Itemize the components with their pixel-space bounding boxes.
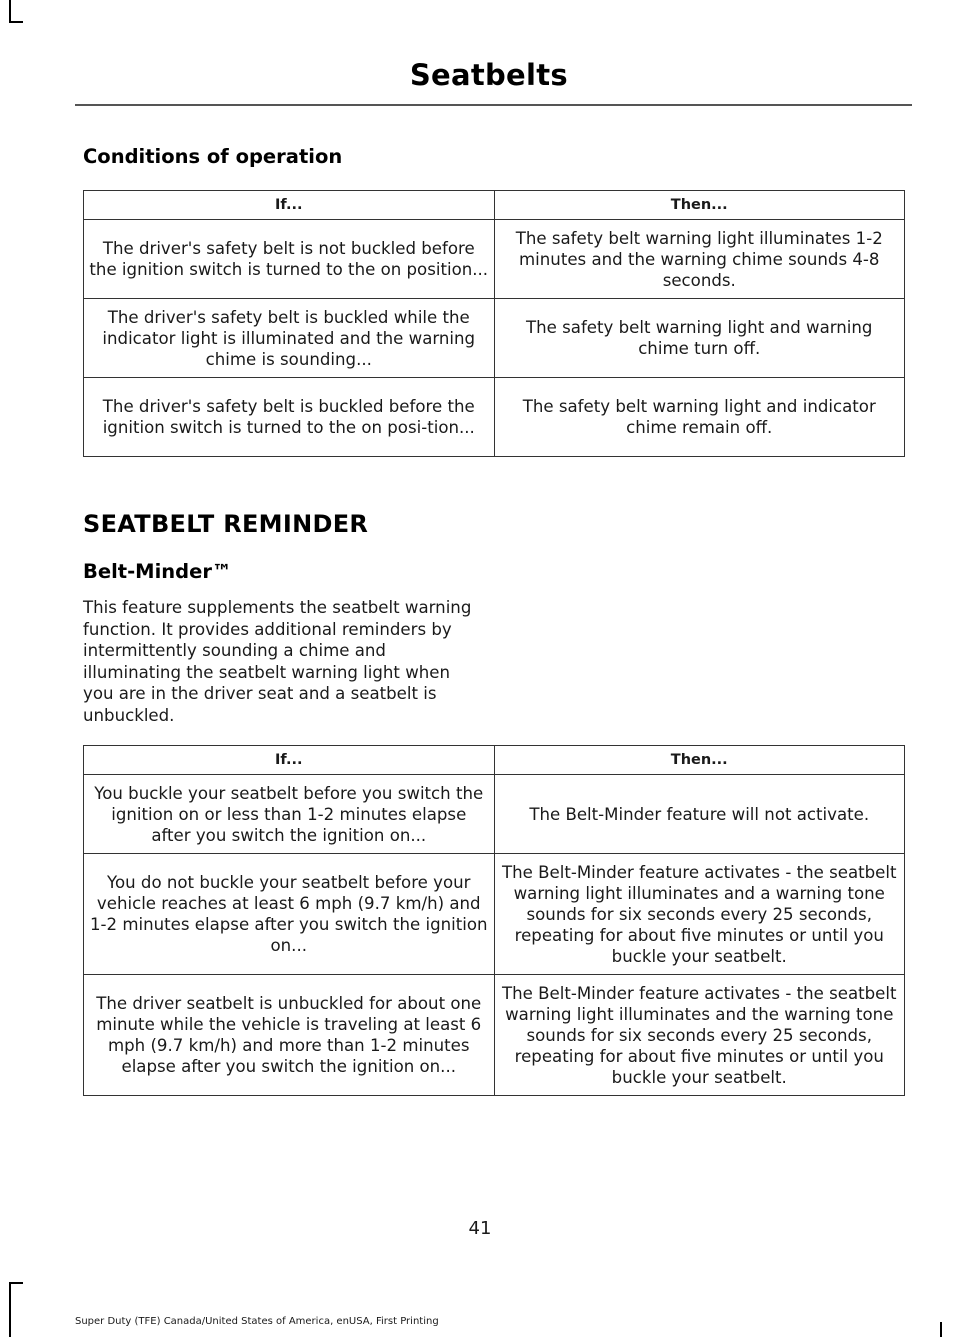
crop-mark-bottom-left-vertical: [9, 1282, 11, 1337]
crop-mark-top-left-vertical: [9, 0, 11, 23]
table-row: [84, 378, 905, 457]
table-cell-then: The Belt-Minder feature will not activate.: [494, 775, 905, 854]
table-row: [84, 854, 905, 975]
page-title: Seatbelts: [409, 58, 568, 92]
header-divider: [75, 104, 912, 106]
section-heading-seatbelt-reminder: SEATBELT REMINDER: [83, 510, 369, 538]
crop-mark-bottom-right-vertical: [940, 1322, 942, 1337]
column-header-if: If...: [84, 191, 495, 220]
footer-text: Super Duty (TFE) Canada/United States of America, enUSA, First Printing: [75, 1316, 439, 1327]
table-cell-then: The safety belt warning light and warning chime turn off.: [494, 299, 905, 378]
column-header-then: Then...: [494, 191, 905, 220]
belt-minder-table: [83, 745, 905, 1096]
table-cell-if: The driver seatbelt is unbuckled for about one minute while the vehicle is traveling at least 6 mph (9.7 km/h) and more than 1-2 minutes elapse after you switch the ignition on...: [84, 975, 495, 1096]
table-cell-if: The driver's safety belt is not buckled before the ignition switch is turned to the on position...: [84, 220, 495, 299]
subheading-belt-minder: Belt-Minder™: [83, 560, 232, 583]
belt-minder-description: This feature supplements the seatbelt warning function. It provides additional reminders by intermittently sounding a chime and illuminating the seatbelt warning light when you are in the driver seat and a seatbelt is unbuckled.: [83, 598, 472, 725]
table-cell-then: The Belt-Minder feature activates - the seatbelt warning light illuminates and the warning tone sounds for six seconds every 25 seconds, repeating for about five minutes or until you buckle your seatbelt.: [494, 975, 905, 1096]
section-heading-conditions: Conditions of operation: [83, 145, 343, 168]
table-row: [84, 220, 905, 299]
table-cell-if: You buckle your seatbelt before you switch the ignition on or less than 1-2 minutes elapse after you switch the ignition on...: [84, 775, 495, 854]
table-row: [84, 775, 905, 854]
table-header-row: [84, 191, 905, 220]
table-cell-if: The driver's safety belt is buckled before the ignition switch is turned to the on posi-tion...: [84, 378, 495, 457]
table-cell-if: The driver's safety belt is buckled while the indicator light is illuminated and the warning chime is sounding...: [84, 299, 495, 378]
conditions-table: [83, 190, 905, 457]
table-row: [84, 299, 905, 378]
table-header-row: [84, 746, 905, 775]
page-number: 41: [468, 1218, 492, 1239]
table-cell-if: You do not buckle your seatbelt before your vehicle reaches at least 6 mph (9.7 km/h) and 1-2 minutes elapse after you switch the ignition on...: [84, 854, 495, 975]
crop-mark-bottom-left-horizontal: [9, 1282, 23, 1284]
table-cell-then: The Belt-Minder feature activates - the seatbelt warning light illuminates and a warning tone sounds for six seconds every 25 seconds, repeating for about five minutes or until you buckle your seatbelt.: [494, 854, 905, 975]
table-cell-then: The safety belt warning light illuminates 1-2 minutes and the warning chime sounds 4-8 seconds.: [494, 220, 905, 299]
column-header-if: If...: [84, 746, 495, 775]
table-cell-then: The safety belt warning light and indicator chime remain off.: [494, 378, 905, 457]
crop-mark-top-left-horizontal: [9, 21, 23, 23]
column-header-then: Then...: [494, 746, 905, 775]
table-row: [84, 975, 905, 1096]
